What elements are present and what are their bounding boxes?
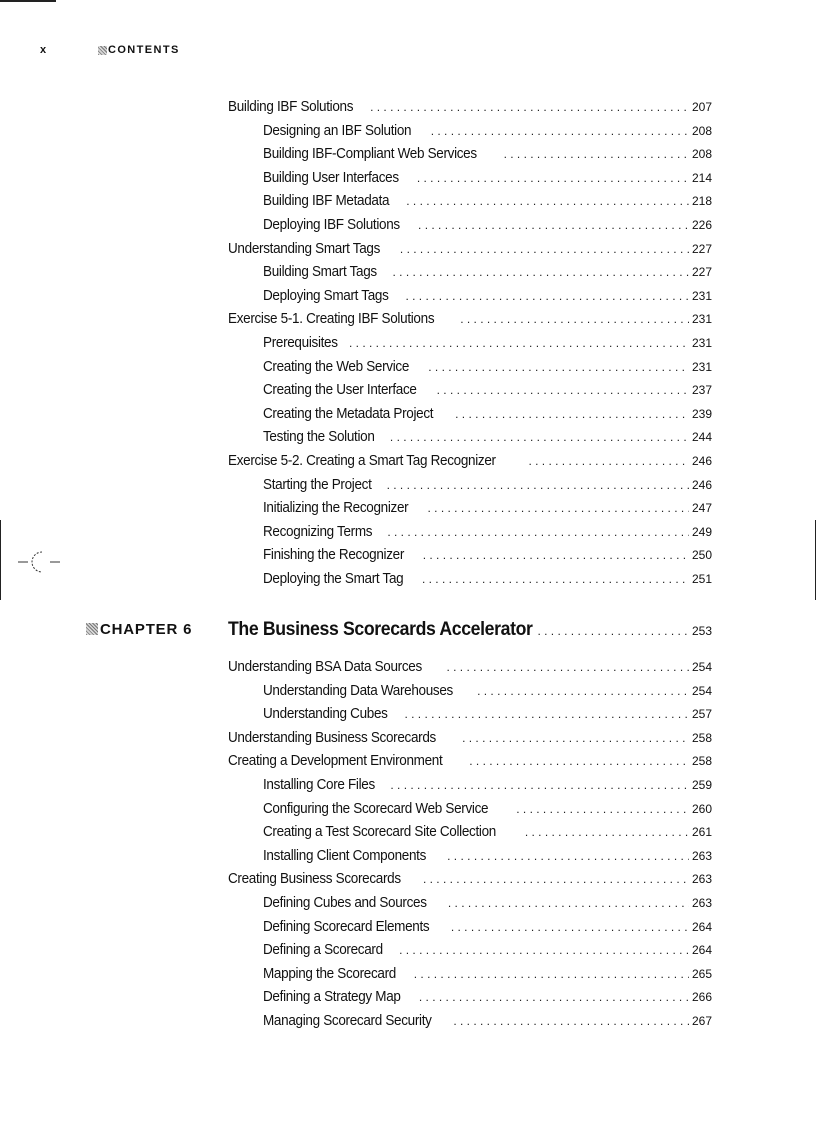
chapter-page-number: 253 bbox=[691, 624, 712, 638]
toc-entry[interactable] bbox=[228, 428, 712, 452]
toc-entry[interactable] bbox=[228, 192, 712, 216]
toc-entry[interactable] bbox=[228, 122, 712, 146]
toc-entry-page: 265 bbox=[691, 966, 712, 981]
hatch-bullet-icon bbox=[98, 46, 107, 55]
dot-leader bbox=[477, 684, 689, 698]
dot-leader bbox=[469, 754, 689, 768]
toc-entry-title: Deploying the Smart Tag bbox=[263, 569, 404, 587]
dot-leader bbox=[400, 242, 689, 256]
chapter-label-text: CHAPTER 6 bbox=[100, 620, 193, 638]
toc-entry-page: 258 bbox=[691, 730, 712, 745]
toc-entry[interactable] bbox=[228, 658, 712, 682]
toc-entry-title: Initializing the Recognizer bbox=[263, 499, 409, 517]
dot-leader bbox=[422, 572, 689, 586]
toc-entry-page: 260 bbox=[691, 801, 712, 816]
toc-entry[interactable] bbox=[228, 570, 712, 594]
dot-leader bbox=[387, 478, 689, 492]
registration-mark-icon bbox=[18, 548, 62, 580]
toc-entry-title: Creating Business Scorecards bbox=[228, 870, 401, 888]
toc-entry-page: 263 bbox=[691, 848, 712, 863]
toc-entry-title: Managing Scorecard Security bbox=[263, 1011, 432, 1029]
dot-leader bbox=[370, 100, 689, 114]
toc-entry[interactable] bbox=[228, 98, 712, 122]
dot-leader bbox=[453, 1014, 689, 1028]
chapter-title: The Business Scorecards Accelerator bbox=[228, 619, 533, 640]
dot-leader bbox=[418, 218, 689, 232]
toc-entry[interactable] bbox=[228, 145, 712, 169]
toc-entry-page: 231 bbox=[691, 288, 712, 303]
toc-entry-title: Finishing the Recognizer bbox=[263, 546, 405, 564]
toc-entry-title: Mapping the Scorecard bbox=[263, 964, 396, 982]
toc-entry-title: Building IBF Metadata bbox=[263, 192, 390, 210]
toc-list-chapter-5 bbox=[228, 98, 712, 593]
dot-leader bbox=[404, 707, 689, 721]
toc-entry-page: 231 bbox=[691, 335, 712, 350]
toc-entry-title: Understanding Data Warehouses bbox=[263, 681, 453, 699]
toc-entry[interactable] bbox=[228, 870, 712, 894]
toc-entry[interactable] bbox=[228, 918, 712, 942]
running-head-section: CONTENTS bbox=[108, 44, 180, 56]
toc-entry-title: Defining a Scorecard bbox=[263, 941, 383, 959]
toc-list-chapter-6 bbox=[228, 658, 712, 1036]
dot-leader bbox=[427, 501, 688, 515]
dot-leader bbox=[428, 360, 689, 374]
dot-leader bbox=[462, 731, 689, 745]
toc-entry-page: 261 bbox=[691, 825, 712, 840]
toc-entry-title: Creating the Metadata Project bbox=[263, 404, 434, 422]
toc-entry[interactable] bbox=[228, 823, 712, 847]
dot-leader bbox=[504, 147, 689, 161]
toc-entry-page: 258 bbox=[691, 754, 712, 769]
toc-entry-page: 227 bbox=[691, 241, 712, 256]
toc-entry-page: 208 bbox=[691, 147, 712, 162]
toc-entry[interactable] bbox=[228, 988, 712, 1012]
toc-entry-title: Creating the User Interface bbox=[263, 381, 417, 399]
toc-entry[interactable] bbox=[228, 546, 712, 570]
toc-entry-page: 231 bbox=[691, 312, 712, 327]
toc-entry[interactable] bbox=[228, 381, 712, 405]
toc-entry[interactable] bbox=[228, 941, 712, 965]
toc-entry-page: 246 bbox=[691, 477, 712, 492]
dot-leader bbox=[405, 289, 689, 303]
dot-leader bbox=[451, 920, 689, 934]
page-number: x bbox=[40, 44, 48, 56]
toc-entry[interactable] bbox=[228, 847, 712, 871]
dot-leader bbox=[537, 624, 689, 638]
toc-entry[interactable] bbox=[228, 334, 712, 358]
toc-entry-title: Recognizing Terms bbox=[263, 522, 373, 540]
running-head bbox=[40, 44, 180, 56]
toc-entry-page: 263 bbox=[691, 895, 712, 910]
toc-entry-title: Creating the Web Service bbox=[263, 357, 410, 375]
crop-mark-top bbox=[0, 0, 56, 2]
dot-leader bbox=[414, 967, 689, 981]
dot-leader bbox=[406, 194, 689, 208]
toc-entry-page: 218 bbox=[691, 194, 712, 209]
dot-leader bbox=[399, 943, 689, 957]
toc-entry[interactable] bbox=[228, 1012, 712, 1036]
toc-entry[interactable] bbox=[228, 287, 712, 311]
toc-entry-page: 214 bbox=[691, 170, 712, 185]
toc-entry-page: 259 bbox=[691, 777, 712, 792]
dot-leader bbox=[390, 778, 689, 792]
toc-entry[interactable] bbox=[228, 776, 712, 800]
toc-entry-page: 239 bbox=[691, 406, 712, 421]
toc-entry-page: 266 bbox=[691, 990, 712, 1005]
toc-entry-title: Defining a Strategy Map bbox=[263, 988, 401, 1006]
toc-entry[interactable] bbox=[228, 800, 712, 824]
toc-entry-title: Understanding BSA Data Sources bbox=[228, 658, 422, 675]
toc-entry[interactable] bbox=[228, 476, 712, 500]
toc-entry[interactable] bbox=[228, 499, 712, 523]
dot-leader bbox=[528, 454, 689, 468]
toc-entry[interactable] bbox=[228, 894, 712, 918]
toc-entry-page: 264 bbox=[691, 919, 712, 934]
toc-entry-title: Defining Cubes and Sources bbox=[263, 893, 427, 911]
toc-entry-page: 254 bbox=[691, 683, 712, 698]
toc-entry-page: 263 bbox=[691, 872, 712, 887]
dot-leader bbox=[431, 124, 689, 138]
toc-entry-title: Understanding Cubes bbox=[263, 705, 388, 723]
dot-leader bbox=[349, 336, 689, 350]
dot-leader bbox=[460, 312, 689, 326]
toc-entry-title: Understanding Business Scorecards bbox=[228, 728, 436, 746]
toc-entry-title: Understanding Smart Tags bbox=[228, 239, 381, 257]
toc-entry-page: 231 bbox=[691, 359, 712, 374]
dot-leader bbox=[387, 525, 689, 539]
toc-entry[interactable] bbox=[228, 452, 712, 476]
toc-entry-title: Creating a Development Environment bbox=[228, 752, 443, 770]
toc-entry-page: 247 bbox=[691, 501, 712, 516]
toc-entry-page: 254 bbox=[691, 660, 712, 674]
dot-leader bbox=[419, 990, 689, 1004]
toc-entry-title: Exercise 5-1. Creating IBF Solutions bbox=[228, 310, 435, 328]
crop-mark-left bbox=[0, 520, 1, 600]
dot-leader bbox=[390, 430, 689, 444]
dot-leader bbox=[392, 265, 688, 279]
chapter-heading[interactable] bbox=[86, 619, 712, 641]
dot-leader bbox=[448, 896, 689, 910]
toc-entry-page: 264 bbox=[691, 943, 712, 958]
dot-leader bbox=[455, 407, 689, 421]
chapter-label bbox=[86, 621, 228, 638]
dot-leader bbox=[525, 825, 689, 839]
toc-entry[interactable] bbox=[228, 263, 712, 287]
toc-entry[interactable] bbox=[228, 240, 712, 264]
toc-entry-page: 251 bbox=[691, 571, 712, 586]
toc-entry-title: Prerequisites bbox=[263, 333, 338, 351]
dot-leader bbox=[423, 548, 689, 562]
toc-entry[interactable] bbox=[228, 358, 712, 382]
toc-entry-page: 246 bbox=[691, 453, 712, 468]
toc-entry-title: Building Smart Tags bbox=[263, 263, 377, 281]
toc-entry-title: Testing the Solution bbox=[263, 428, 375, 446]
toc-entry-title: Installing Client Components bbox=[263, 846, 427, 864]
toc-entry-page: 208 bbox=[691, 123, 712, 138]
dot-leader bbox=[417, 171, 689, 185]
toc-entry-title: Creating a Test Scorecard Site Collection bbox=[263, 823, 496, 841]
toc-entry-page: 244 bbox=[691, 430, 712, 445]
toc-entry-page: 267 bbox=[691, 1013, 712, 1028]
toc-entry[interactable] bbox=[228, 752, 712, 776]
toc-entry-title: Building IBF-Compliant Web Services bbox=[263, 145, 477, 163]
toc-entry[interactable] bbox=[228, 310, 712, 334]
toc-entry[interactable] bbox=[228, 965, 712, 989]
toc-entry[interactable] bbox=[228, 169, 712, 193]
dot-leader bbox=[446, 660, 689, 674]
toc-entry[interactable] bbox=[228, 682, 712, 706]
dot-leader bbox=[447, 849, 689, 863]
toc-entry-page: 250 bbox=[691, 548, 712, 563]
toc-entry[interactable] bbox=[228, 523, 712, 547]
toc-entry[interactable] bbox=[228, 729, 712, 753]
toc-entry-page: 226 bbox=[691, 217, 712, 232]
dot-leader bbox=[423, 872, 689, 886]
toc-entry-page: 237 bbox=[691, 383, 712, 398]
toc-entry[interactable] bbox=[228, 405, 712, 429]
toc-entry-title: Configuring the Scorecard Web Service bbox=[263, 799, 489, 817]
toc-entry-page: 207 bbox=[691, 100, 712, 114]
toc-entry-title: Starting the Project bbox=[263, 475, 372, 493]
dot-leader bbox=[437, 383, 689, 397]
toc-entry-page: 227 bbox=[691, 265, 712, 280]
toc-entry-title: Designing an IBF Solution bbox=[263, 121, 412, 139]
toc-entry-page: 257 bbox=[691, 707, 712, 722]
dot-leader bbox=[516, 802, 689, 816]
toc-entry[interactable] bbox=[228, 216, 712, 240]
toc-entry-title: Deploying Smart Tags bbox=[263, 286, 389, 304]
toc-entry-title: Installing Core Files bbox=[263, 775, 375, 793]
toc-entry-title: Deploying IBF Solutions bbox=[263, 215, 400, 233]
toc-entry-page: 249 bbox=[691, 524, 712, 539]
toc-entry-title: Defining Scorecard Elements bbox=[263, 917, 430, 935]
toc-entry-title: Building IBF Solutions bbox=[228, 98, 354, 115]
toc-entry-title: Building User Interfaces bbox=[263, 168, 399, 186]
hatch-bullet-icon bbox=[86, 623, 98, 635]
toc-entry-title: Exercise 5-2. Creating a Smart Tag Recognizer bbox=[228, 451, 496, 469]
toc-entry[interactable] bbox=[228, 705, 712, 729]
